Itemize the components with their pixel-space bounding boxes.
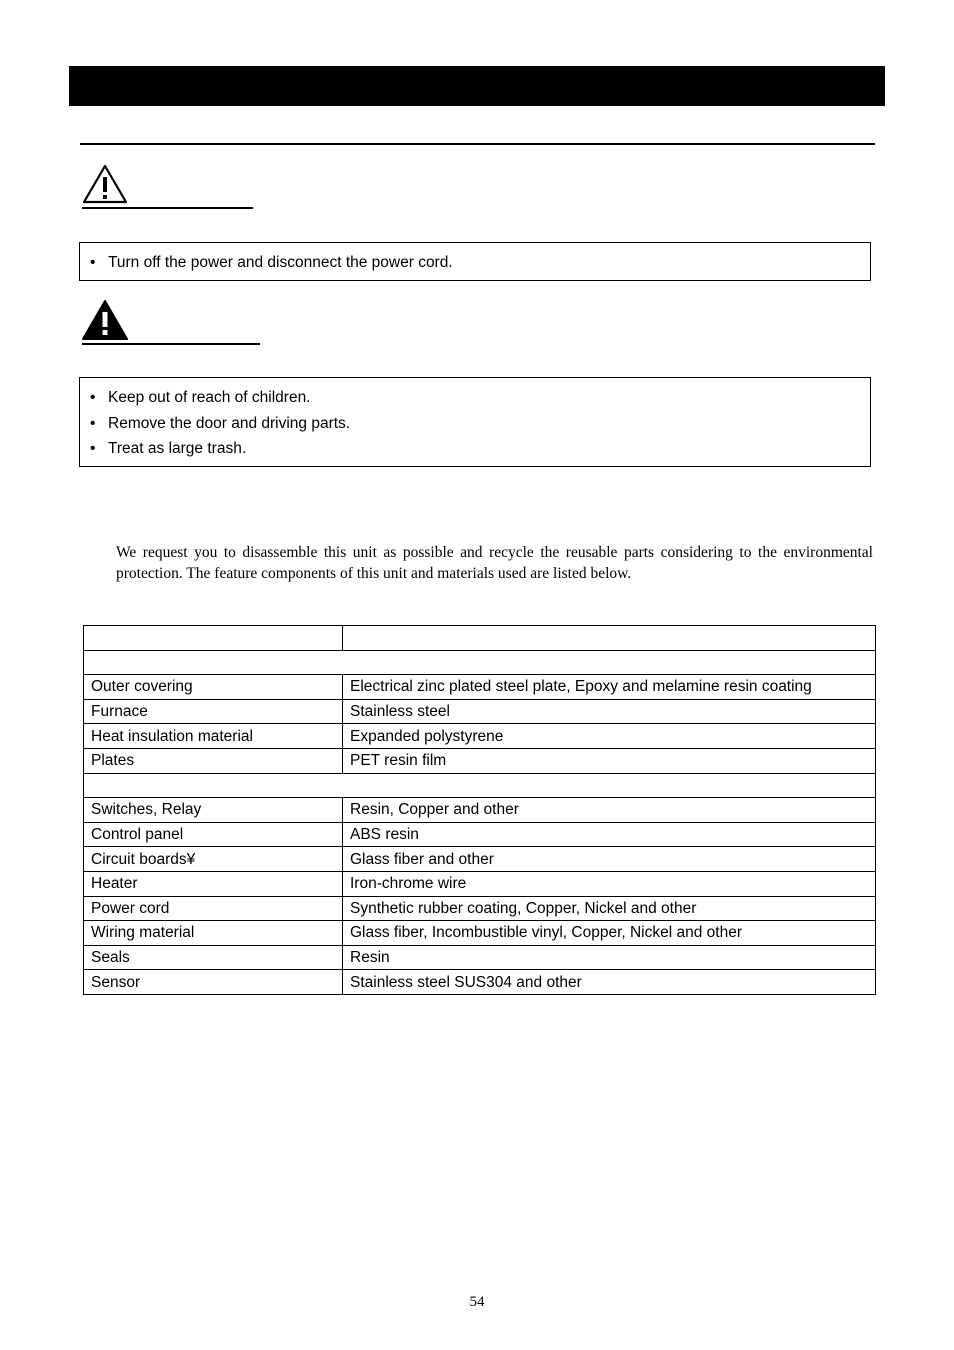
list-item: • Turn off the power and disconnect the power cord. [80, 250, 870, 276]
material-cell: Glass fiber, Incombustible vinyl, Copper, Nickel and other [343, 921, 876, 946]
caution-triangle-icon [82, 164, 128, 204]
table-row [84, 847, 876, 872]
material-cell: Expanded polystyrene [343, 724, 876, 749]
material-cell: Resin [343, 945, 876, 970]
table-row [84, 871, 876, 896]
material-cell: Iron-chrome wire [343, 871, 876, 896]
material-cell [343, 626, 876, 651]
table-row [84, 945, 876, 970]
section-top-rule [80, 143, 875, 145]
intro-paragraph: We request you to disassemble this unit as possible and recycle the reusable parts considering to the environmental protection. The feature components of this unit and materials used are listed below. [116, 544, 873, 582]
material-cell: ABS resin [343, 822, 876, 847]
part-cell: Wiring material [84, 921, 343, 946]
part-cell: Circuit boards¥ [84, 847, 343, 872]
caution-heading-underline [82, 207, 253, 209]
table-row [84, 896, 876, 921]
page-number: 54 [469, 1294, 485, 1310]
table-header-row [84, 626, 876, 651]
material-cell: Glass fiber and other [343, 847, 876, 872]
table-row [84, 970, 876, 995]
materials-table [83, 625, 876, 995]
table-row [84, 748, 876, 773]
part-cell: Heat insulation material [84, 724, 343, 749]
material-cell: Resin, Copper and other [343, 798, 876, 823]
part-cell: Plates [84, 748, 343, 773]
list-item: • Remove the door and driving parts. [80, 411, 870, 437]
part-cell: Switches, Relay [84, 798, 343, 823]
material-cell: PET resin film [343, 748, 876, 773]
table-row [84, 675, 876, 700]
table-row [84, 822, 876, 847]
caution-box [79, 242, 871, 281]
section-label [84, 773, 876, 798]
list-item: • Keep out of reach of children. [80, 385, 870, 411]
warning-triangle-icon [81, 299, 129, 341]
list-item: • Treat as large trash. [80, 436, 870, 462]
table-row [84, 699, 876, 724]
table-row [84, 724, 876, 749]
table-row [84, 798, 876, 823]
table-section-row [84, 773, 876, 798]
part-cell: Power cord [84, 896, 343, 921]
section-header-bar [69, 66, 885, 106]
section-label [84, 650, 876, 675]
table-row [84, 921, 876, 946]
part-cell: Seals [84, 945, 343, 970]
material-cell: Stainless steel SUS304 and other [343, 970, 876, 995]
material-cell: Synthetic rubber coating, Copper, Nickel and other [343, 896, 876, 921]
part-cell: Sensor [84, 970, 343, 995]
caution-list [80, 250, 870, 276]
part-cell: Outer covering [84, 675, 343, 700]
warning-list [80, 385, 870, 462]
part-cell: Heater [84, 871, 343, 896]
material-cell: Electrical zinc plated steel plate, Epoxy and melamine resin coating [343, 675, 876, 700]
warning-heading-underline [82, 343, 260, 345]
warning-box [79, 377, 871, 467]
material-cell: Stainless steel [343, 699, 876, 724]
part-cell: Furnace [84, 699, 343, 724]
part-cell: Control panel [84, 822, 343, 847]
table-section-row [84, 650, 876, 675]
part-cell [84, 626, 343, 651]
